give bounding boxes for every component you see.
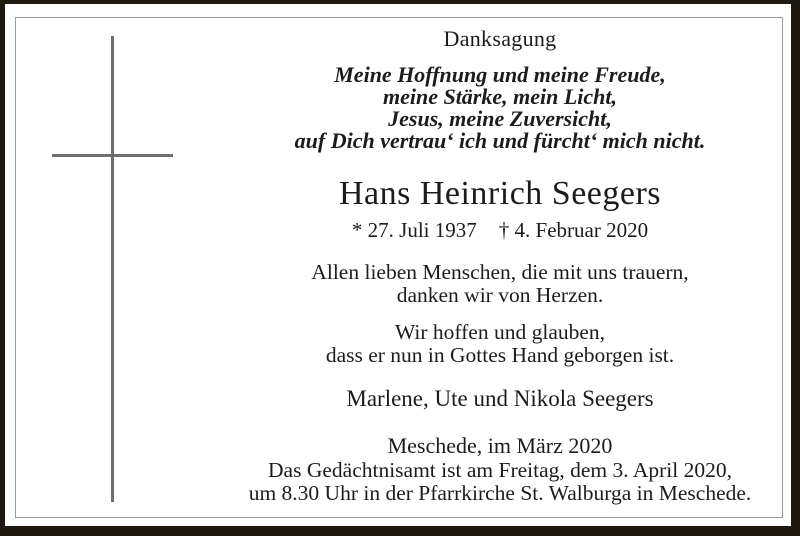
cross-icon-bar: [52, 154, 173, 157]
life-dates: [220, 218, 780, 242]
thanks-paragraph: [220, 261, 780, 307]
hope-line: dass er nun in Gottes Hand geborgen ist.: [325, 343, 675, 367]
obituary-card: [15, 17, 783, 518]
service-announcement: [220, 459, 780, 505]
deceased-name: Hans Heinrich Seegers: [338, 175, 662, 212]
thanks-line: Allen lieben Menschen, die mit uns trauern,: [311, 260, 689, 284]
text-column: [220, 18, 780, 517]
quote-line: meine Stärke, mein Licht,: [382, 84, 618, 109]
hope-line: Wir hoffen und glauben,: [394, 320, 606, 344]
birth-date: * 27. Juli 1937: [351, 218, 477, 242]
death-date: † 4. Februar 2020: [498, 218, 649, 242]
thanks-line: danken wir von Herzen.: [396, 283, 604, 307]
cross-icon: [111, 36, 114, 502]
quote-line: Meine Hoffnung und meine Freude,: [334, 62, 666, 87]
place-and-date: Meschede, im März 2020: [387, 433, 613, 458]
service-line: um 8.30 Uhr in der Pfarrkirche St. Walburga in Meschede.: [248, 481, 752, 505]
quote-line: auf Dich vertrau‘ ich und fürcht‘ mich nicht.: [294, 128, 706, 153]
quote-line: Jesus, meine Zuversicht,: [388, 106, 612, 131]
family-names: Marlene, Ute und Nikola Seegers: [346, 386, 654, 411]
service-line: Das Gedächtnisamt ist am Freitag, dem 3. April 2020,: [268, 458, 732, 482]
notice-type-heading: Danksagung: [443, 26, 557, 51]
scripture-quote: [220, 64, 780, 152]
paper-background: [5, 4, 791, 526]
hope-paragraph: [220, 321, 780, 367]
